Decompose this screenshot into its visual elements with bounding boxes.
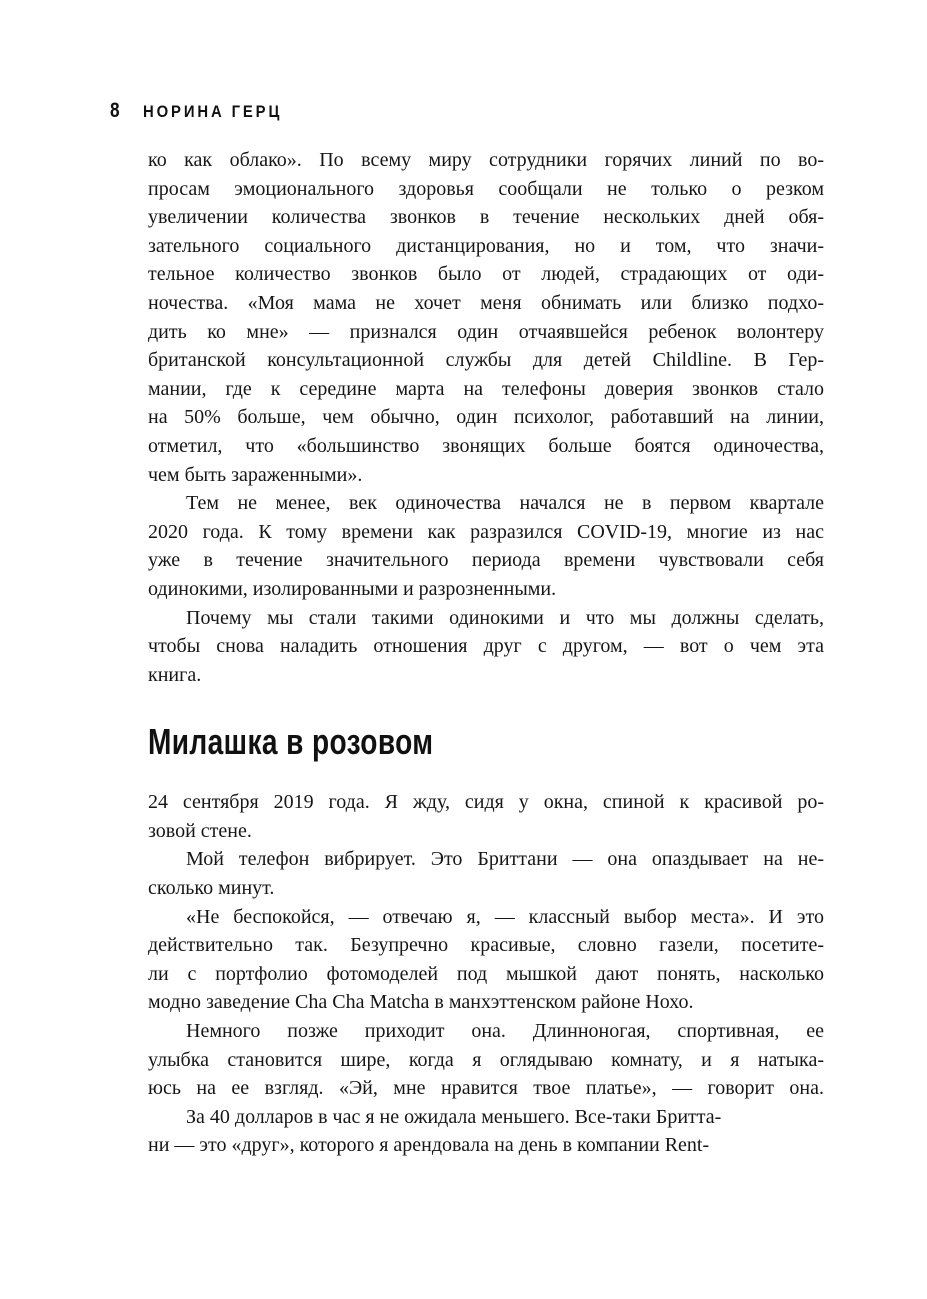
body-paragraph xyxy=(148,845,824,902)
text-line: просам эмоционального здоровья сообщали не только о резком xyxy=(148,177,824,200)
body-paragraph xyxy=(148,146,824,489)
text-line: книга. xyxy=(148,663,202,686)
body-paragraph xyxy=(148,489,824,603)
text-line: модно заведение Cha Cha Matcha в манхэттенском районе Нохо. xyxy=(148,991,694,1014)
text-line: ли с портфолио фотомоделей под мышкой дают понять, насколько xyxy=(148,962,824,985)
text-line: на 50% больше, чем обычно, один психолог, работавший на линии, xyxy=(148,406,824,429)
text-line: Почему мы стали такими одинокими и что мы должны сделать, xyxy=(186,606,824,629)
text-line: чем быть зараженными». xyxy=(148,463,363,486)
text-line: одинокими, изолированными и разрозненными. xyxy=(148,577,557,600)
text-line: Тем не менее, век одиночества начался не в первом квартале xyxy=(186,492,824,515)
text-line: зовой стене. xyxy=(148,819,252,842)
body-paragraph xyxy=(148,1017,824,1131)
text-line: чтобы снова наладить отношения друг с другом, — вот о чем эта xyxy=(148,635,824,658)
text-line: Мой телефон вибрирует. Это Бриттани — она опаздывает на не- xyxy=(186,848,824,871)
running-header xyxy=(110,99,297,123)
text-line: ко как облако». По всему миру сотрудники горячих линий по во- xyxy=(148,149,824,171)
text-line: дить ко мне» — признался один отчаявшейся ребенок волонтеру xyxy=(148,320,824,343)
text-line: 2020 года. К тому времени как разразился COVID-19, многие из нас xyxy=(148,520,824,543)
text-line: «Не беспокойся, — отвечаю я, — классный выбор места». И это xyxy=(186,905,824,928)
body-paragraph xyxy=(148,604,824,690)
text-line: За 40 долларов в час я не ожидала меньшего. Все-таки Бритта- xyxy=(186,1105,722,1128)
body-paragraph xyxy=(148,903,824,1017)
text-line: Немного позже приходит она. Длинноногая, спортивная, ее xyxy=(186,1020,824,1043)
text-line: ни — это «друг», которого я арендовала на день в компании Rent- xyxy=(148,1134,710,1157)
body-paragraph xyxy=(148,788,824,845)
text-line: сколько минут. xyxy=(148,877,275,900)
text-line: отметил, что «большинство звонящих больше боятся одиночества, xyxy=(148,434,824,457)
text-line: мании, где к середине марта на телефоны доверия звонков стало xyxy=(148,377,824,400)
running-title: НОРИНА ГЕРЦ xyxy=(142,103,282,121)
section-heading-text: Милашка в розовом xyxy=(148,721,434,763)
text-line: юсь на ее взгляд. «Эй, мне нравится твое платье», — говорит она. xyxy=(148,1077,824,1100)
text-line: действительно так. Безупречно красивые, словно газели, посетите- xyxy=(148,934,824,957)
text-line: ночества. «Моя мама не хочет меня обнимать или близко подхо- xyxy=(148,291,824,314)
text-line: тельное количество звонков было от людей, страдающих от оди- xyxy=(148,263,824,286)
text-line: 24 сентября 2019 года. Я жду, сидя у окна, спиной к красивой ро- xyxy=(148,791,824,814)
section-heading xyxy=(148,722,824,762)
text-line: улыбка становится шире, когда я оглядываю комнату, и я натыка- xyxy=(148,1048,824,1071)
text-line: британской консультационной службы для детей Childline. В Гер- xyxy=(148,349,824,372)
text-line: уже в течение значительного периода времени чувствовали себя xyxy=(148,549,824,572)
text-line: увеличении количества звонков в течение нескольких дней обя- xyxy=(148,206,824,229)
text-block xyxy=(148,146,824,1160)
page-number: 8 xyxy=(110,99,120,122)
body-paragraph xyxy=(148,1131,824,1160)
text-line: зательного социального дистанцирования, но и том, что значи- xyxy=(148,234,824,257)
